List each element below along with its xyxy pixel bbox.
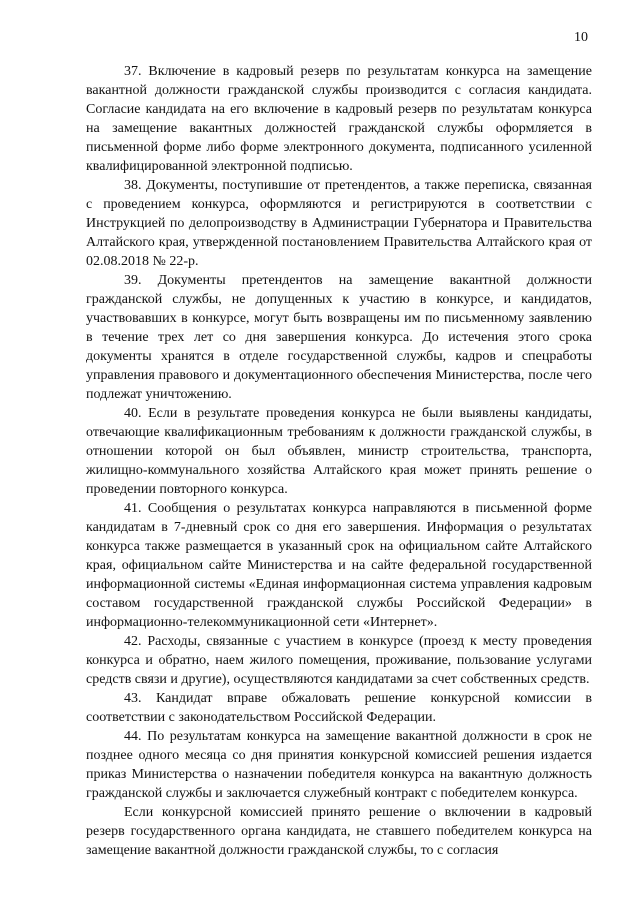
paragraph-40: 40. Если в результате проведения конкурса не были выявлены кандидаты, отвечающие квалификационным требованиям к должности гражданской службы, в отношении которой он был объявлен, министр строительства, транспорта, жилищно-коммунального хозяйства Алтайского края может принять решение о проведении повторного конкурса. (86, 406, 592, 497)
paragraph-41: 41. Сообщения о результатах конкурса направляются в письменной форме кандидатам в 7-дневный срок со дня его завершения. Информация о результатах конкурса также размещается в указанный срок на официальном сайте Алтайского края, официальном сайте Министерства и на сайте федеральной государственной информационной системы «Единая информационная система управления кадровым составом государственной гражданской службы Российской Федерации» в информационно-телекоммуникационной сети «Интернет». (86, 501, 592, 630)
paragraph-39: 39. Документы претендентов на замещение вакантной должности гражданской службы, не допущенных к участию в конкурсе, и кандидатов, участвовавших в конкурсе, могут быть возвращены им по письменному заявлению в течение трех лет со дня завершения конкурса. До истечения этого срока документы хранятся в отделе государственной службы, кадров и спецработы управления правового и документационного обеспечения Министерства, после чего подлежат уничтожению. (86, 273, 592, 402)
paragraph-42: 42. Расходы, связанные с участием в конкурсе (проезд к месту проведения конкурса и обратно, наем жилого помещения, проживание, пользование услугами средств связи и другие), осуществляются кандидатами за счет собственных средств. (86, 634, 592, 687)
paragraph-43: 43. Кандидат вправе обжаловать решение конкурсной комиссии в соответствии с законодательством Российской Федерации. (86, 691, 592, 725)
paragraph-37: 37. Включение в кадровый резерв по результатам конкурса на замещение вакантной должности гражданской службы производится с согласия кандидата. Согласие кандидата на его включение в кадровый резерв по результатам конкурса на замещение вакантных должностей гражданской службы оформляется в письменной форме либо форме электронного документа, подписанного усиленной квалифицированной электронной подписью. (86, 64, 592, 174)
paragraph-44-continuation: Если конкурсной комиссией принято решение о включении в кадровый резерв государственного органа кандидата, не ставшего победителем конкурса на замещение вакантной должности гражданской службы, то с согласия (86, 805, 592, 858)
paragraph-44: 44. По результатам конкурса на замещение вакантной должности в срок не позднее одного месяца со дня принятия конкурсной комиссией решения издается приказ Министерства о назначении победителя конкурса на вакантную должность гражданской службы и заключается служебный контракт с победителем конкурса. (86, 729, 592, 801)
paragraph-38: 38. Документы, поступившие от претендентов, а также переписка, связанная с проведением конкурса, оформляются и регистрируются в соответствии с Инструкцией по делопроизводству в Администрации Губернатора и Правительства Алтайского края, утвержденной постановлением Правительства Алтайского края от 02.08.2018 № 22-р. (86, 178, 592, 269)
page-number: 10 (574, 30, 588, 45)
document-body (86, 62, 592, 860)
